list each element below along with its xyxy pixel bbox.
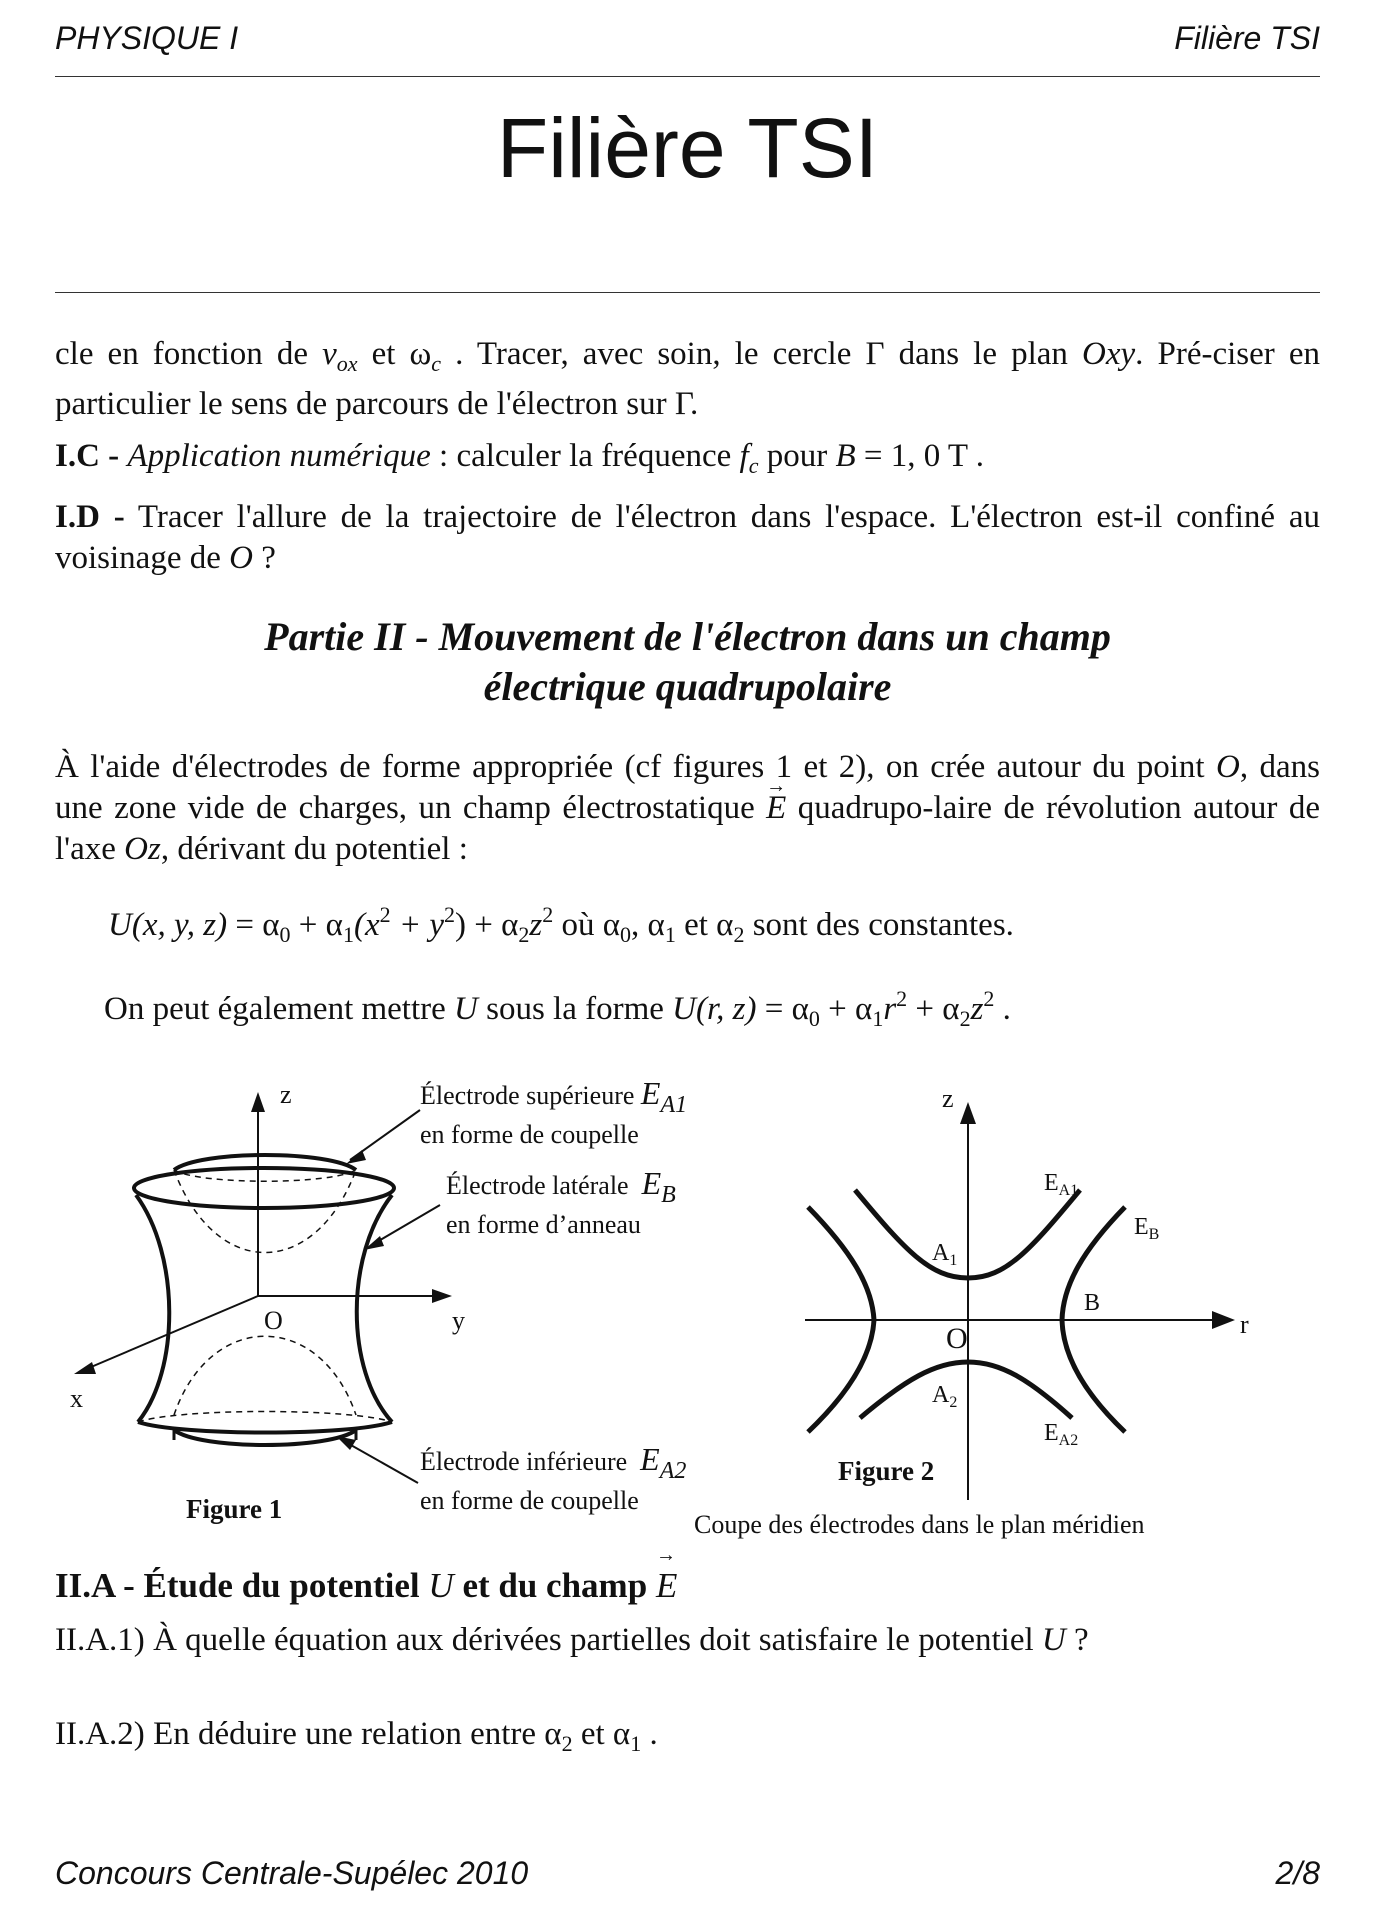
intro-paragraph: cle en fonction de $v_{ox}$ et $\omega_c$ . Tracer, avec soin, le cercle Γ dans le plan Oxy. Pré-ciser en particulier le sens de parcours de l'électron sur Γ. — [55, 336, 1321, 422]
fig2-r-arrow-icon — [1212, 1311, 1235, 1329]
page-title: Filière TSI — [496, 101, 879, 195]
fig2-ea2-curve — [860, 1362, 1072, 1418]
vector-e: → E — [766, 788, 786, 829]
fig1-x-label: x — [70, 1384, 83, 1413]
part-ii-paragraph: À l'aide d'électrodes de forme appropriée (cf figures 1 et 2), on crée autour du point O, dans une zone vide de charges, un champ électrostatique → E quadrupo-laire de révolution autour de l'axe Oz, dérivant du potentiel : — [55, 747, 1320, 870]
fig1-top-electrode-label: Électrode supérieure EA1 en forme de coupelle — [420, 1075, 688, 1149]
footer-left: Concours Centrale-Supélec 2010 — [55, 1855, 529, 1891]
fig1-origin-label: O — [264, 1306, 283, 1335]
question-iia2: II.A.2) En déduire une relation entre $\alpha_2$ et $\alpha_1$ . — [55, 1716, 658, 1756]
fig2-z-arrow-icon — [960, 1102, 976, 1124]
question-iia1: II.A.1) À quelle équation aux dérivées partielles doit satisfaire le potentiel U ? — [55, 1622, 1089, 1658]
fig1-y-label: y — [452, 1306, 465, 1335]
fig2-a2-label: $A_2$ — [932, 1382, 958, 1411]
equation-potential-xyz: U(x, y, $z) = \alpha_0 + \alpha_1(x^2 + y^2) + \alpha_2z^2$ où $\alpha_0$, $\alpha_1$ et $\alpha_2$ sont des constantes. — [108, 902, 1014, 947]
fig1-top-cup-hidden — [174, 1170, 356, 1253]
figure-2-caption: Figure 2 — [838, 1456, 935, 1486]
fig1-top-leader-arrow-icon — [346, 1150, 366, 1164]
fig2-ea1-label: $E_{A1}$ — [1044, 1170, 1079, 1199]
fig1-z-label: z — [280, 1080, 292, 1109]
fig1-y-arrow-icon — [432, 1289, 452, 1303]
section-iia-heading: II.A - Étude du potentiel U et du champ → E — [55, 1566, 677, 1606]
footer-page-number: 2/8 — [1275, 1855, 1320, 1891]
fig2-a1-label: $A_1$ — [932, 1240, 958, 1269]
fig1-x-arrow-icon — [74, 1362, 96, 1374]
fig2-ea2-label: $E_{A2}$ — [1044, 1420, 1079, 1449]
fig1-bottom-cup-hidden — [174, 1336, 356, 1415]
header-right: Filière TSI — [1174, 20, 1320, 56]
figure-2-subcaption: Coupe des électrodes dans le plan méridien — [694, 1510, 1145, 1539]
fig1-bottom-leader — [342, 1440, 418, 1483]
header-left: PHYSIQUE I — [55, 20, 239, 56]
equation-potential-rz: On peut également mettre U sous la forme U(r, $z) = \alpha_0 + \alpha_1r^2 + \alpha_2z^2$ . — [104, 986, 1011, 1031]
fig1-z-arrow-icon — [251, 1092, 265, 1112]
fig1-bottom-leader-arrow-icon — [336, 1436, 356, 1450]
question-ic: I.C - Application numérique : calculer la fréquence $f_c$ pour B = 1, 0 T . — [55, 438, 984, 478]
fig1-ring-bottom-back — [138, 1412, 392, 1423]
fig1-ring-right-side — [357, 1195, 392, 1422]
fig2-origin-label: O — [946, 1322, 968, 1355]
fig1-lateral-electrode-label: Électrode latérale EB en forme d’anneau — [446, 1165, 676, 1239]
fig1-bottom-electrode-label: Électrode inférieure EA2 en forme de coupelle — [420, 1441, 687, 1515]
fig2-eb-label: $E_B$ — [1134, 1214, 1160, 1243]
question-id: I.D - Tracer l'allure de la trajectoire de l'électron dans l'espace. L'électron est-il confiné au voisinage de O ? — [55, 499, 1320, 576]
vector-e-heading: → E — [656, 1566, 677, 1606]
part-ii-title: Partie II - Mouvement de l'électron dans un champ électrique quadrupolaire — [264, 614, 1111, 709]
fig1-ring-left-side — [136, 1195, 169, 1422]
fig2-r-label: r — [1240, 1310, 1249, 1339]
fig2-z-label: z — [942, 1084, 954, 1113]
figure-1-caption: Figure 1 — [186, 1494, 283, 1524]
fig2-b-label: B — [1084, 1290, 1101, 1316]
